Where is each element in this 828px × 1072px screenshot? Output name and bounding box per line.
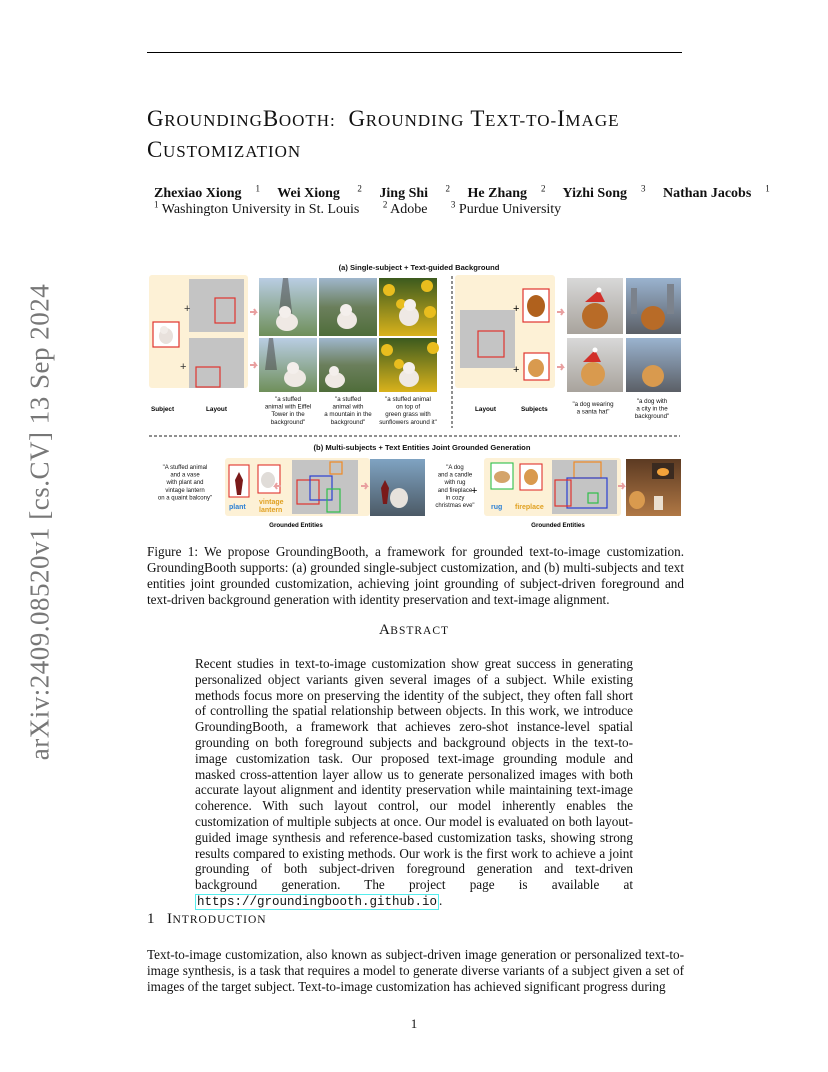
- intro-paragraph: Text-to-image customization, also known as subject-driven image generation or personalized text-to-image synthesis, is a task that requires a model to generate diverse variants of a subject given a set of images of the target subject. Text-to-image customization has achieved significant progress during: [147, 947, 684, 994]
- svg-text:Layout: Layout: [206, 406, 227, 413]
- figure-title-b: (b) Multi-subjects + Text Entities Joint Grounded Generation: [313, 443, 531, 452]
- author: Nathan Jacobs $^1$: [662, 183, 770, 201]
- svg-text:rug: rug: [491, 504, 503, 511]
- svg-text:"a stuffedanimal with EiffelTo: "a stuffed animal with Eiffel Tower in the background": [264, 396, 312, 426]
- svg-text:vintagelantern: vintage lantern: [259, 499, 284, 514]
- svg-text:+: +: [180, 361, 187, 373]
- author: Jing Shi $^2$: [379, 183, 451, 201]
- svg-text:"A stuffed animaland a vasewit: "A stuffed animal and a vase with plant and vintage lantern on a quaint balcony": [157, 465, 213, 502]
- figure-caption: Figure 1: We propose GroundingBooth, a framework for grounded text-to-image customization. GroundingBooth supports: (a) grounded single-subject customization, and (b) multi-subjects and text entities joint grounded customization, achieving joint grounding of subject-driven foreground and text-driven background generation with identity preservation and text-image alignment.: [147, 544, 684, 607]
- affiliation: $^3$ Purdue University: [450, 199, 562, 217]
- svg-text:fireplace: fireplace: [515, 504, 544, 511]
- affiliations: [154, 199, 581, 218]
- page-number: 1: [410, 1016, 418, 1031]
- paper-title: GROUNDINGBOOTH: GROUNDING TEXT-TO-IMAGE CUSTOMIZATION: [147, 106, 620, 162]
- top-rule: [147, 52, 682, 53]
- svg-text:"A dogand a candlewith rugand: "A dog and a candle with rug and fireplace in cozy christmas eve": [435, 465, 475, 509]
- author: He Zhang $^2$: [467, 183, 546, 201]
- svg-text:"a dog wearinga santa hat": "a dog wearing a santa hat": [572, 401, 614, 416]
- svg-text:Grounded Entities: Grounded Entities: [531, 522, 585, 529]
- section-heading: 1 INTRODUCTION: [147, 911, 267, 927]
- figure-title-a: (a) Single-subject + Text-guided Background: [338, 263, 500, 272]
- abstract-heading: ABSTRACT: [378, 622, 450, 638]
- svg-text:Grounded Entities: Grounded Entities: [269, 522, 323, 529]
- project-page-link[interactable]: https://groundingbooth.github.io: [197, 894, 438, 909]
- svg-text:Subjects: Subjects: [521, 406, 548, 413]
- author: Zhexiao Xiong $^1$: [154, 183, 261, 201]
- svg-text:+: +: [513, 303, 520, 315]
- author: Yizhi Song $^3$: [562, 183, 646, 201]
- svg-text:+: +: [513, 364, 520, 376]
- affiliation: $^2$ Adobe: [382, 199, 428, 217]
- svg-text:"a stuffed animalon top ofgree: "a stuffed animal on top of green grass with sunflowers around it": [379, 396, 437, 426]
- svg-text:+: +: [184, 303, 191, 315]
- svg-text:"a stuffedanimal witha mountai: "a stuffed animal with a mountain in the background": [324, 396, 372, 426]
- author: Wei Xiong $^2$: [277, 183, 362, 201]
- svg-text:+: +: [471, 485, 478, 497]
- svg-text:Subject: Subject: [151, 406, 175, 413]
- svg-text:plant: plant: [229, 504, 246, 511]
- svg-text:Layout: Layout: [475, 406, 496, 413]
- affiliation: $^1$ Washington University in St. Louis: [154, 199, 360, 217]
- figure-1: [147, 260, 682, 532]
- arxiv-identifier[interactable]: arXiv:2409.08520v1 [cs.CV] 13 Sep 2024: [24, 283, 55, 761]
- abstract-body: Recent studies in text-to-image customization show great success in generating personalized object variants given several images of a subject. While existing methods focus more on preserving the identity of the subject, they often fall short of controlling the spatial relationship between objects. In this work, we introduce GroundingBooth, a framework that achieves zero-shot instance-level spatial grounding on both foreground subjects and background objects in the text-to-image customization task. Our proposed text-image grounding module and masked cross-attention layer allow us to generate personalized images with both accurate layout alignment and identity preservation while maintaining text-image coherence. With such layout control, our model inherently enables the customization of multiple subjects at once. Our model is evaluated on both layout-guided image synthesis and reference-based customization tasks, showing strong results compared to existing methods. Our work is the first work to achieve a joint grounding of both subject-driven foreground generation and text-driven background generation. The project page is available at https://groundingbooth.github.io .: [195, 656, 633, 909]
- svg-text:"a dog witha city in thebackgr: "a dog with a city in the background": [634, 398, 670, 421]
